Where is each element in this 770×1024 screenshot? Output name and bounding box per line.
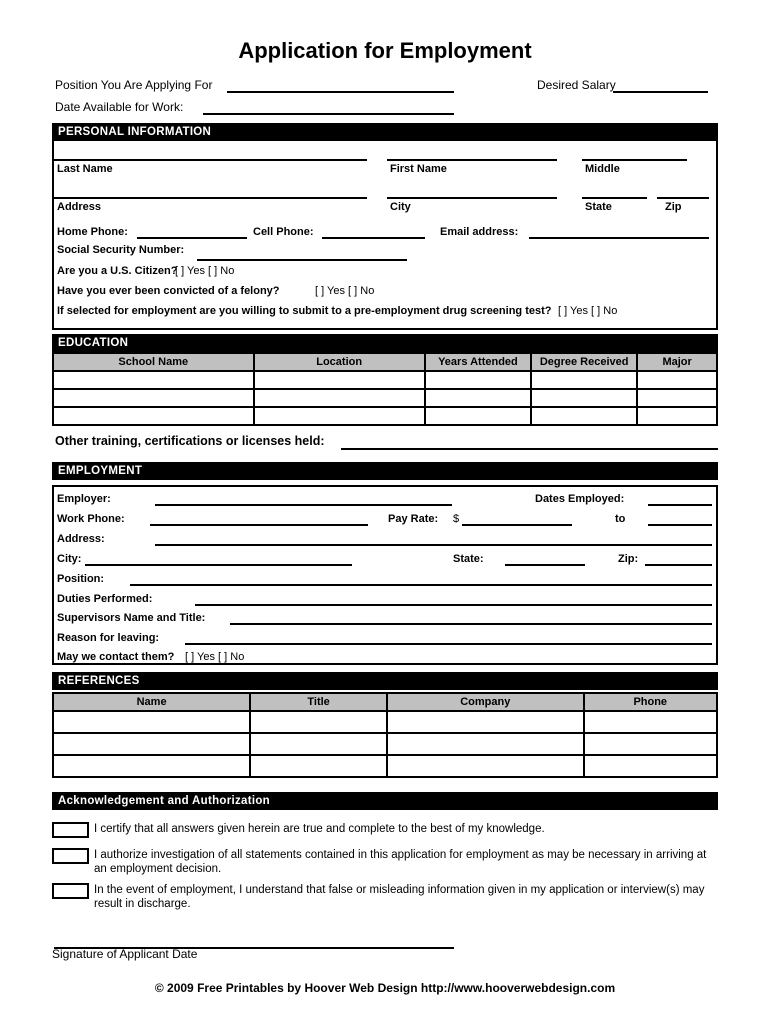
employer-line[interactable] [155,504,452,506]
employer-state-label: State: [453,553,484,565]
references-cell[interactable] [53,711,250,733]
education-cell[interactable] [425,407,531,425]
employer-state-line[interactable] [505,564,585,566]
home-phone-line[interactable] [137,237,247,239]
us-citizen-question: Are you a U.S. Citizen? [57,265,178,277]
cell-phone-line[interactable] [322,237,425,239]
other-training-label: Other training, certifications or licenses held: [55,434,325,448]
dates-employed-to-label: to [615,513,626,525]
references-cell[interactable] [53,755,250,777]
references-cell[interactable] [250,711,387,733]
education-header-row [53,353,717,371]
reason-for-leaving-line[interactable] [185,643,712,645]
us-citizen-yes-no-checkboxes[interactable]: [ ] Yes [ ] No [175,265,235,277]
supervisor-label: Supervisors Name and Title: [57,612,206,624]
section-employment: EMPLOYMENT [52,462,718,480]
education-cell[interactable] [254,389,425,407]
acknowledgement-item [52,848,718,876]
education-cell[interactable] [53,371,254,389]
references-cell[interactable] [53,733,250,755]
other-training-line[interactable] [341,448,718,450]
education-col-years-attended: Years Attended [425,353,531,371]
state-line[interactable] [582,197,647,199]
position-held-line[interactable] [130,584,712,586]
education-cell[interactable] [254,407,425,425]
ssn-line[interactable] [197,259,407,261]
authorize-checkbox[interactable] [52,848,89,864]
education-col-major: Major [637,353,717,371]
first-name-label: First Name [390,163,447,175]
education-row [53,407,717,425]
other-training-row [52,434,718,452]
email-line[interactable] [529,237,709,239]
personal-information-box [52,141,718,330]
duties-performed-label: Duties Performed: [57,593,153,605]
page-title: Application for Employment [238,38,532,63]
pay-rate-dollar-sign: $ [453,513,460,525]
acknowledgement-item [52,883,718,911]
references-cell[interactable] [584,733,717,755]
position-label: Position You Are Applying For [55,78,213,92]
education-cell[interactable] [425,371,531,389]
discharge-checkbox[interactable] [52,883,89,899]
first-name-line[interactable] [387,159,557,161]
references-row [53,711,717,733]
employer-label: Employer: [57,493,111,505]
education-row [53,371,717,389]
dates-employed-label: Dates Employed: [535,493,625,505]
felony-yes-no-checkboxes[interactable]: [ ] Yes [ ] No [315,285,375,297]
references-cell[interactable] [584,755,717,777]
address-label: Address [57,201,102,213]
position-held-label: Position: [57,573,105,585]
employer-zip-line[interactable] [645,564,712,566]
desired-salary-line[interactable] [613,91,708,93]
references-cell[interactable] [250,733,387,755]
certify-checkbox[interactable] [52,822,89,838]
position-line[interactable] [227,91,454,93]
drug-screening-yes-no-checkboxes[interactable]: [ ] Yes [ ] No [558,305,618,317]
references-row [53,733,717,755]
section-education: EDUCATION [52,334,718,352]
middle-name-line[interactable] [582,159,687,161]
email-label: Email address: [440,226,519,238]
date-available-row [52,100,718,117]
signature-label: Signature of Applicant [52,947,169,961]
references-row [53,755,717,777]
references-cell[interactable] [584,711,717,733]
duties-performed-line[interactable] [195,604,712,606]
drug-screening-question: If selected for employment are you willing to submit to a pre-employment drug screening test? [57,305,552,317]
city-line[interactable] [387,197,557,199]
education-cell[interactable] [637,371,717,389]
references-header-row [53,693,717,711]
education-cell[interactable] [53,407,254,425]
supervisor-line[interactable] [230,623,712,625]
pay-rate-line[interactable] [462,524,572,526]
section-acknowledgement: Acknowledgement and Authorization [52,792,718,810]
employer-address-label: Address: [57,533,105,545]
education-cell[interactable] [531,407,637,425]
references-cell[interactable] [250,755,387,777]
discharge-statement: In the event of employment, I understand that false or misleading information given in my application or interview(s) may result in discharge. [94,884,705,910]
reason-for-leaving-label: Reason for leaving: [57,632,160,644]
signature-line[interactable] [54,947,454,949]
employer-city-line[interactable] [85,564,352,566]
certify-statement: I certify that all answers given herein are true and complete to the best of my knowledge. [94,823,545,835]
last-name-line[interactable] [54,159,367,161]
may-we-contact-question: May we contact them? [57,651,175,663]
dates-employed-from-line[interactable] [648,504,712,506]
education-row [53,389,717,407]
education-cell[interactable] [531,389,637,407]
date-available-line[interactable] [203,113,454,115]
section-personal-information: PERSONAL INFORMATION [52,123,718,141]
felony-question: Have you ever been convicted of a felony? [57,285,280,297]
acknowledgement-item [52,822,718,838]
education-cell[interactable] [53,389,254,407]
references-cell[interactable] [387,755,584,777]
authorize-statement: I authorize investigation of all statements contained in this application for employment as may be necessary in arriving at an employment decision. [94,849,707,875]
section-references: REFERENCES [52,672,718,690]
date-available-label: Date Available for Work: [55,100,184,114]
education-col-school-name: School Name [53,353,254,371]
references-col-phone: Phone [584,693,717,711]
zip-label: Zip [665,201,682,213]
cell-phone-label: Cell Phone: [253,226,314,238]
education-cell[interactable] [254,371,425,389]
desired-salary-label: Desired Salary [537,78,616,92]
work-phone-line[interactable] [150,524,368,526]
dates-employed-to-line[interactable] [648,524,712,526]
last-name-label: Last Name [57,163,113,175]
signature-area [52,947,718,979]
references-col-company: Company [387,693,584,711]
pay-rate-label: Pay Rate: [388,513,439,525]
education-cell[interactable] [531,371,637,389]
education-cell[interactable] [637,407,717,425]
references-col-title: Title [250,693,387,711]
state-label: State [585,201,612,213]
middle-name-label: Middle [585,163,620,175]
education-cell[interactable] [637,389,717,407]
education-col-location: Location [254,353,425,371]
ssn-label: Social Security Number: [57,244,185,256]
education-cell[interactable] [425,389,531,407]
employer-city-label: City: [57,553,82,565]
employer-zip-label: Zip: [618,553,639,565]
city-label: City [390,201,411,213]
date-label: Date [172,947,198,961]
employment-box [52,485,718,665]
references-table [52,692,718,778]
form-page [52,0,718,995]
references-cell[interactable] [387,711,584,733]
references-col-name: Name [53,693,250,711]
position-row [52,78,718,95]
zip-line[interactable] [657,197,709,199]
copyright-text: © 2009 Free Printables by Hoover Web Design http://www.hooverwebdesign.com [154,981,616,995]
may-we-contact-yes-no-checkboxes[interactable]: [ ] Yes [ ] No [185,651,245,663]
work-phone-label: Work Phone: [57,513,125,525]
address-line[interactable] [54,197,367,199]
references-cell[interactable] [387,733,584,755]
education-table [52,352,718,426]
employer-address-line[interactable] [155,544,712,546]
education-col-degree-received: Degree Received [531,353,637,371]
home-phone-label: Home Phone: [57,226,128,238]
